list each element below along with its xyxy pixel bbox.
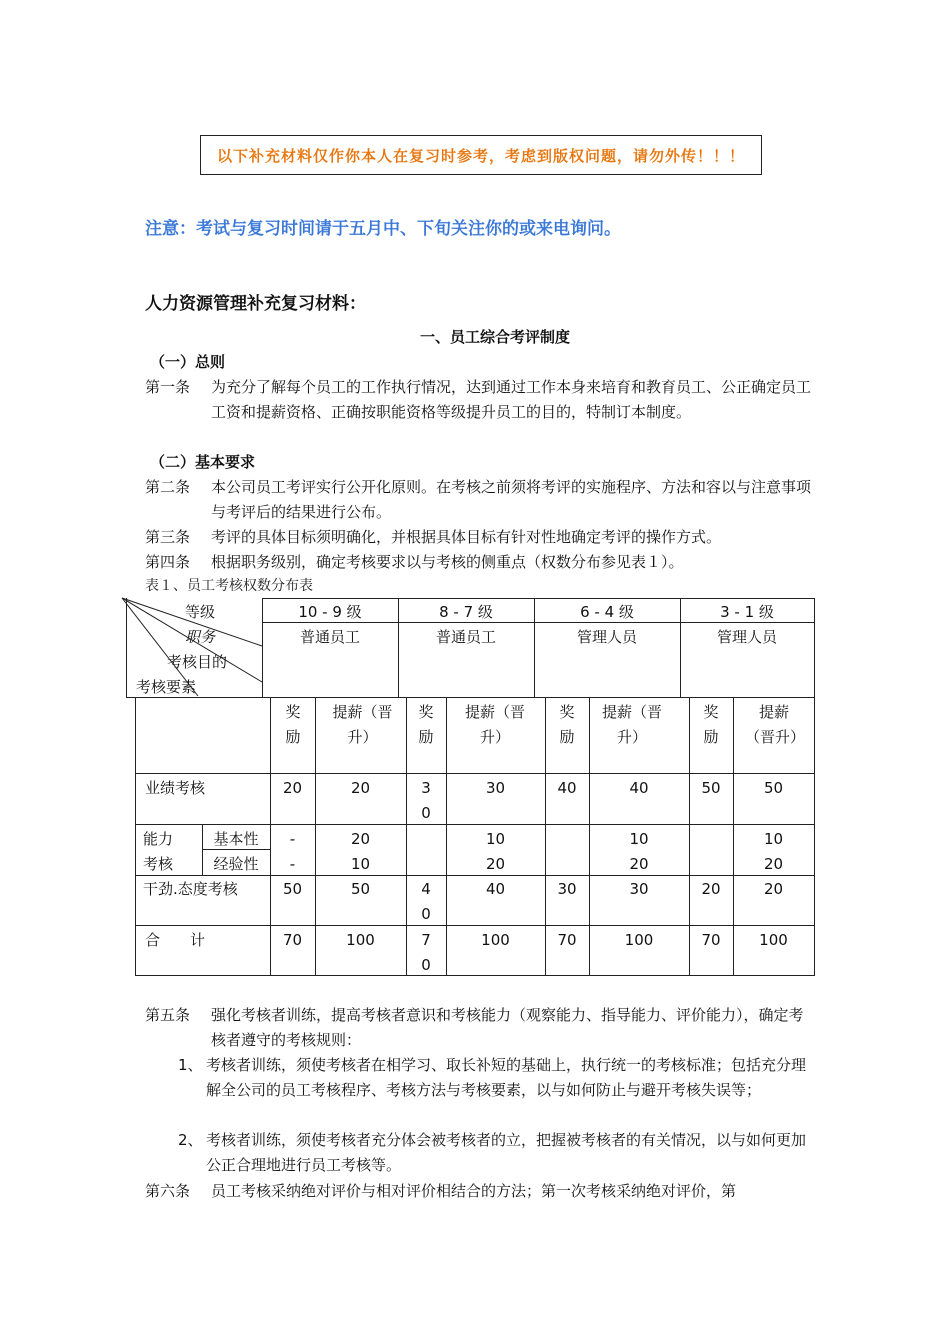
attention-note: 注意：考试与复习时间请于五月中、下旬关注你的或来电询问。	[145, 219, 621, 239]
row-label: 业绩考核	[145, 779, 206, 797]
table-cell: 20	[763, 855, 784, 873]
reward-header: 奖励	[703, 703, 719, 746]
reward-header: 奖励	[559, 703, 575, 746]
table-cell: 30	[421, 779, 431, 822]
corner-element: 考核要素	[136, 678, 197, 696]
corner-grade: 等级	[185, 603, 216, 621]
reward-header: 奖励	[418, 703, 434, 746]
row-label: 干劲.态度考核	[143, 880, 238, 898]
article-text: 员工考核采纳绝对评价与相对评价相结合的方法；第一次考核采纳绝对评价，第	[211, 1182, 737, 1200]
corner-purpose: 考核目的	[167, 653, 228, 671]
grade-header: 10 - 9 级	[298, 603, 362, 621]
table-cell: 20	[485, 855, 506, 873]
article-text: 考评的具体目标须明确化，并根据具体目标有针对性地确定考评的操作方式。	[211, 528, 722, 546]
position-header: 管理人员	[576, 628, 637, 646]
table-cell: 100	[481, 931, 510, 949]
table-cell: 50	[763, 779, 784, 797]
list-number: 1、	[178, 1056, 203, 1074]
table-cell: 100	[759, 931, 788, 949]
article-text: 为充分了解每个员工的工作执行情况，达到通过工作本身来培育和教育员工、公正确定员工工资和提薪资格、正确按职能资格等级提升员工的目的，特制订本制度。	[211, 378, 812, 421]
row-sublabel: 基本性	[213, 830, 259, 848]
list-text: 考核者训练，须使考核者在相学习、取长补短的基础上，执行统一的考核标准；包括充分理解全公司的员工考核程序、考核方法与考核要素，以与如何防止与避开考核失误等；	[206, 1056, 807, 1099]
table-cell: 40	[485, 880, 506, 898]
row-label: 能力考核	[143, 830, 174, 873]
table-cell: 100	[624, 931, 654, 949]
page-title: 人力资源管理补充复习材料：	[145, 294, 366, 314]
article-text: 根据职务级别，确定考核要求以与考核的侧重点（权数分布参见表１）。	[211, 553, 684, 571]
heading-basic: （二）基本要求	[150, 453, 256, 471]
table-cell: -	[289, 855, 296, 873]
table-cell: 70	[557, 931, 577, 949]
article-text: 本公司员工考评实行公开化原则。在考核之前须将考评的实施程序、方法和容以与注意事项与考评后的结果进行公布。	[211, 478, 812, 521]
reward-header: 奖励	[285, 703, 301, 746]
table-cell: 30	[629, 880, 649, 898]
table-cell: 30	[557, 880, 577, 898]
table-cell: 70	[701, 931, 721, 949]
table-cell: -	[289, 830, 296, 848]
table-cell: 20	[350, 830, 371, 848]
article-label: 第三条	[145, 528, 191, 546]
table-cell: 10	[629, 830, 649, 848]
table-cell: 70	[282, 931, 303, 949]
list-number: 2、	[178, 1131, 203, 1149]
table-cell: 50	[701, 779, 721, 797]
raise-header: 提薪（晋升）	[601, 703, 662, 746]
table-caption: 表１、员工考核权数分布表	[145, 578, 313, 594]
position-header: 管理人员	[716, 628, 777, 646]
table-cell: 10	[485, 830, 506, 848]
table-cell: 20	[763, 880, 784, 898]
position-header: 普通员工	[299, 628, 360, 646]
table-cell: 50	[350, 880, 371, 898]
raise-header: 提薪（晋升）	[464, 703, 525, 746]
grade-header: 6 - 4 级	[580, 603, 634, 621]
table-cell: 40	[557, 779, 577, 797]
row-label: 合 计	[145, 931, 206, 949]
table-cell: 40	[629, 779, 649, 797]
article-label: 第六条	[145, 1182, 191, 1200]
raise-header: 提薪（晋升）	[332, 703, 393, 746]
article-label: 第二条	[145, 478, 191, 496]
table-cell: 100	[346, 931, 375, 949]
table-cell: 20	[629, 855, 649, 873]
table-cell: 10	[763, 830, 784, 848]
table-cell: 20	[701, 880, 721, 898]
table-cell: 30	[485, 779, 506, 797]
raise-header: 提薪（晋升）	[745, 703, 806, 746]
article-text: 强化考核者训练，提高考核者意识和考核能力（观察能力、指导能力、评价能力），确定考核者遵守的考核规则：	[211, 1006, 804, 1049]
table-cell: 10	[350, 855, 371, 873]
list-text: 考核者训练，须使考核者充分体会被考核者的立，把握被考核者的有关情况，以与如何更加公正合理地进行员工考核等。	[206, 1131, 807, 1174]
table-cell: 40	[421, 880, 431, 923]
grade-header: 8 - 7 级	[439, 603, 493, 621]
corner-position: 职务	[185, 628, 216, 646]
article-6	[145, 1179, 825, 1204]
heading-general: （一）总则	[150, 353, 226, 371]
article-label: 第四条	[145, 553, 191, 571]
section-title: 一、员工综合考评制度	[419, 328, 570, 346]
table-cell: 20	[350, 779, 371, 797]
grade-header: 3 - 1 级	[720, 603, 774, 621]
table-cell: 20	[282, 779, 303, 797]
table-cell: 50	[282, 880, 303, 898]
position-header: 普通员工	[435, 628, 496, 646]
row-sublabel: 经验性	[213, 855, 259, 873]
table-cell: 70	[421, 931, 431, 974]
article-label: 第一条	[145, 378, 191, 396]
article-label: 第五条	[145, 1006, 191, 1024]
notice-text: 以下补充材料仅作你本人在复习时参考，考虑到版权问题，请勿外传！！！	[216, 146, 745, 165]
